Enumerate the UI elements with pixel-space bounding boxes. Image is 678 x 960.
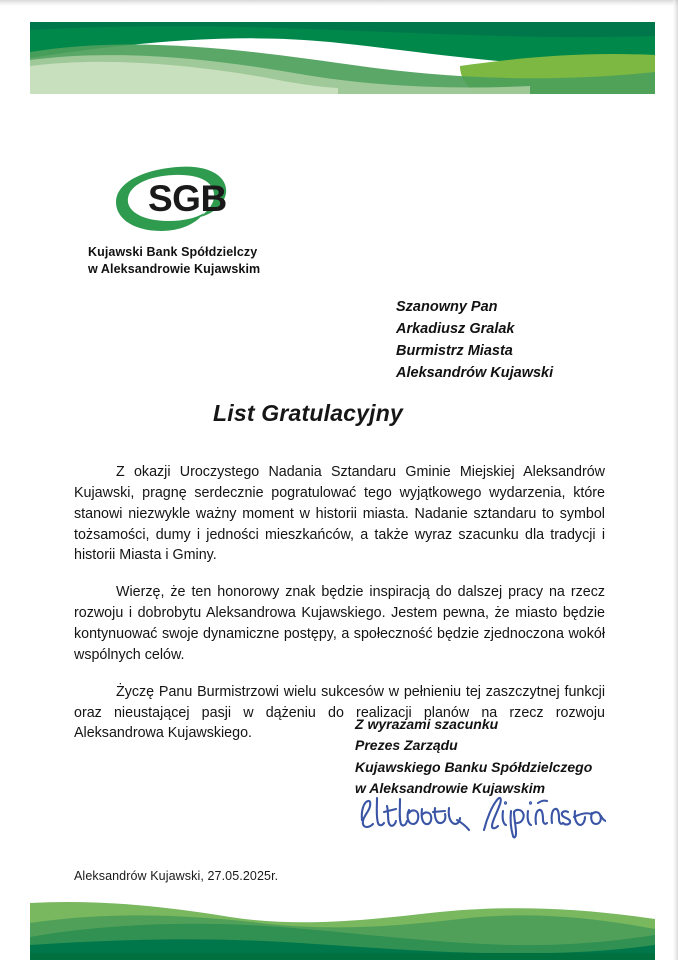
letterhead-logo-block <box>88 163 348 277</box>
page-title: List Gratulacyjny <box>212 400 404 426</box>
letter-body <box>74 462 605 744</box>
body-paragraph-2: Wierzę, że ten honorowy znak będzie inspiracją do dalszej pracy na rzecz rozwoju i dobrobytu Aleksandrowa Kujawskiego. Jestem pewna, że miasto będzie kontynuować swoje dynamiczne postępy, a społeczność będzie zjednoczona wokół wspólnych celów. <box>74 584 605 663</box>
addressee-position: Burmistrz Miasta <box>396 343 513 360</box>
closing-block <box>355 714 592 800</box>
addressee-block <box>396 296 553 384</box>
body-paragraph-3: Życzę Panu Burmistrzowi wielu sukcesów w pełnieniu tej zaszczytnej funkcji oraz nieustającej pasji w dążeniu do realizacji planów na rzecz rozwoju Aleksandrowa Kujawskiego. <box>74 683 605 742</box>
sgb-swoosh-logo-icon <box>114 163 230 235</box>
closing-valediction: Z wyrazami szacunku <box>355 716 499 732</box>
signer-organization-city: w Aleksandrowie Kujawskim <box>355 780 546 797</box>
addressee-salutation: Szanowny Pan <box>396 299 498 315</box>
header-wave-decoration <box>30 22 655 94</box>
place-and-date: Aleksandrów Kujawski, 27.05.2025r. <box>74 869 279 883</box>
handwritten-signature-icon <box>356 790 606 842</box>
signer-position: Prezes Zarządu <box>355 737 458 754</box>
scan-edge-right <box>673 0 678 960</box>
addressee-name: Arkadiusz Gralak <box>396 321 515 338</box>
bank-name-line-2: w Aleksandrowie Kujawskim <box>88 261 261 276</box>
footer-wave-decoration <box>30 893 655 960</box>
bank-name <box>88 244 348 277</box>
sgb-wordmark: SGB <box>148 178 227 219</box>
bank-name-line-1: Kujawski Bank Spółdzielczy <box>88 245 258 259</box>
signer-organization: Kujawskiego Banku Spółdzielczego <box>355 758 593 775</box>
scan-edge-top <box>0 0 678 6</box>
body-paragraph-1: Z okazji Uroczystego Nadania Sztandaru Gminie Miejskiej Aleksandrów Kujawski, pragnę serdecznie pogratulować tego wyjątkowego wydarzenia, które stanowi niezwykle ważny moment w historii miasta. Nadanie sztandaru to symbol tożsamości, dumy i jedności mieszkańców, a także wyraz szacunku dla tradycji i historii Miasta i Gminy. <box>74 464 605 564</box>
addressee-city: Aleksandrów Kujawski <box>396 365 554 382</box>
